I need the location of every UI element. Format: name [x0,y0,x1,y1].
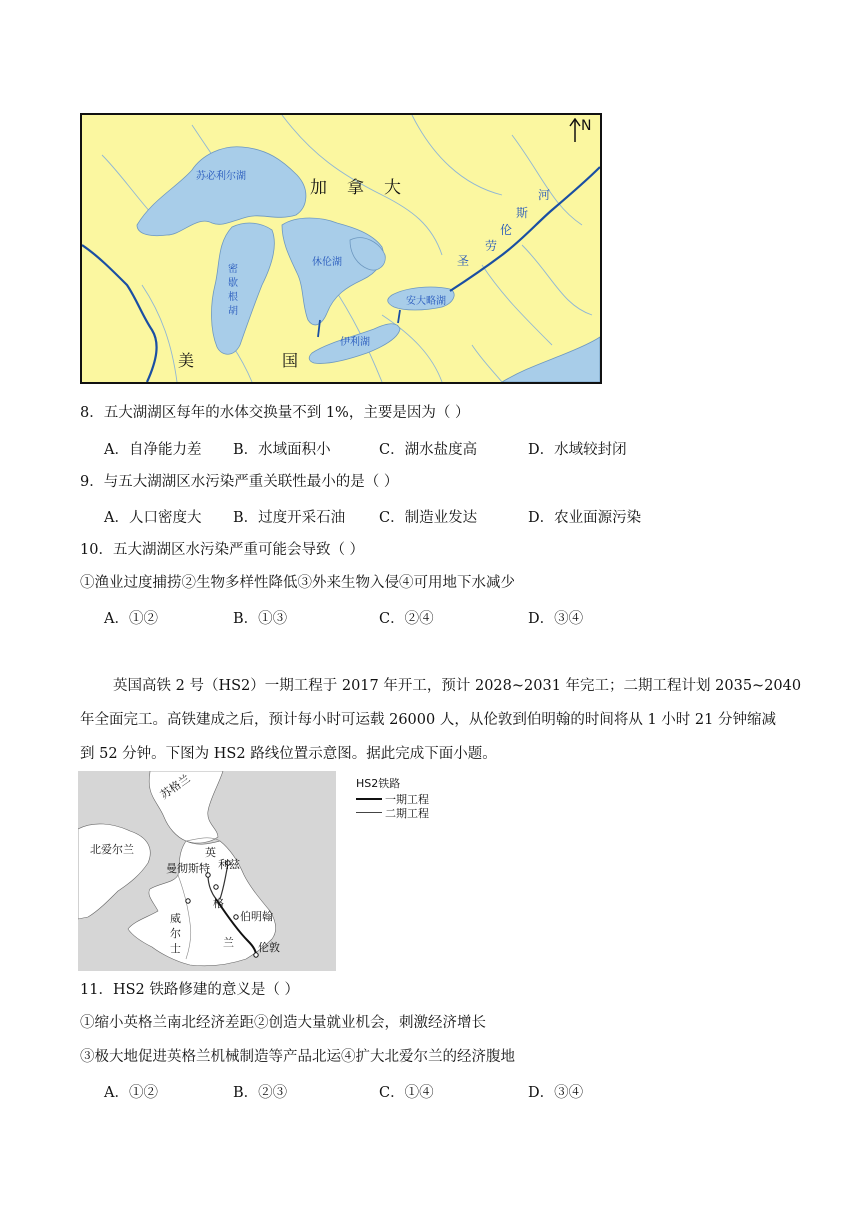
q11-option-a[interactable]: A．①② [104,1085,158,1101]
label-lake-huron: 休伦湖 [312,257,342,268]
question-11-line-1: ①缩小英格兰南北经济差距②创造大量就业机会，刺激经济增长 [80,1015,486,1031]
label-manchester: 曼彻斯特 [166,862,210,875]
q10-option-a[interactable]: A．①② [104,611,158,627]
question-10-items: ①渔业过度捕捞②生物多样性降低③外来生物入侵④可用地下水减少 [80,575,515,591]
north-label: N [581,118,592,134]
label-london: 伦敦 [258,941,280,954]
q9-option-b[interactable]: B．过度开采石油 [233,510,346,526]
label-lake-superior: 苏必利尔湖 [196,171,246,182]
q8-option-a[interactable]: A．自净能力差 [104,442,202,458]
legend-phase-2-line [356,812,382,813]
label-stlawrence-2: 斯 [516,206,529,220]
label-england-3: 兰 [223,936,234,949]
passage-line-3: 到 52 分钟。下图为 HS2 路线位置示意图。据此完成下面小题。 [80,746,497,762]
label-northern-ireland: 北爱尔兰 [90,843,134,856]
wales-point [186,899,190,903]
crewe-point [214,885,218,889]
q9-option-c[interactable]: C．制造业发达 [379,510,478,526]
label-stlawrence-3: 伦 [500,223,513,237]
label-leeds: 利兹 [218,858,240,871]
legend-phase-2-label: 二期工程 [385,807,429,820]
q8-option-c[interactable]: C．湖水盐度高 [379,442,478,458]
q8-option-d[interactable]: D．水域较封闭 [528,442,627,458]
passage-line-2: 年全面完工。高铁建成之后，预计每小时可运载 26000 人，从伦敦到伯明翰的时间将从 1 小时 21 分钟缩减 [80,712,776,728]
legend-phase-1-line [356,798,382,800]
q9-option-a[interactable]: A．人口密度大 [104,510,202,526]
label-usa-2: 国 [282,351,299,370]
legend-title: HS2铁路 [356,777,401,790]
q10-option-b[interactable]: B．①③ [233,611,288,627]
label-stlawrence-1: 河 [538,188,551,202]
q10-option-c[interactable]: C．②④ [379,611,434,627]
hs2-route-map [78,771,336,971]
q11-option-c[interactable]: C．①④ [379,1085,434,1101]
label-england-1: 英 [205,846,216,859]
passage-line-1: 英国高铁 2 号（HS2）一期工程于 2017 年开工，预计 2028~2031 年完工；二期工程计划 2035~2040 [113,678,802,694]
label-wales: 威 尔 士 [170,912,181,955]
q9-option-d[interactable]: D．农业面源污染 [528,510,642,526]
q10-option-d[interactable]: D．③④ [528,611,584,627]
birmingham-point [234,915,238,919]
q11-option-b[interactable]: B．②③ [233,1085,288,1101]
label-stlawrence-4: 劳 [485,239,498,253]
label-lake-ontario: 安大略湖 [406,296,446,307]
north-arrow-icon [569,118,581,146]
question-11-stem: 11．HS2 铁路修建的意义是（ ） [80,982,299,998]
question-11-line-2: ③极大地促进英格兰机械制造等产品北运④扩大北爱尔兰的经济腹地 [80,1049,515,1065]
label-scotland: 苏格兰 [158,772,193,802]
label-birmingham: 伯明翰 [240,910,273,923]
label-stlawrence-5: 圣 [457,254,470,268]
q11-option-d[interactable]: D．③④ [528,1085,584,1101]
question-9-stem: 9．与五大湖湖区水污染严重关联性最小的是（ ） [80,474,399,490]
question-10-stem: 10．五大湖湖区水污染严重可能会导致（ ） [80,542,365,558]
label-canada: 加拿大 [310,178,421,198]
great-lakes-map [80,113,602,384]
q8-option-b[interactable]: B．水域面积小 [233,442,331,458]
question-8-stem: 8．五大湖湖区每年的水体交换量不到 1%，主要是因为（ ） [80,405,470,421]
label-usa-1: 美 [178,351,195,370]
label-lake-michigan: 密 歇 根 胡 [228,264,238,317]
label-lake-erie: 伊利湖 [340,337,370,348]
label-england-2: 格 [213,897,224,910]
legend-phase-1-label: 一期工程 [385,793,429,806]
